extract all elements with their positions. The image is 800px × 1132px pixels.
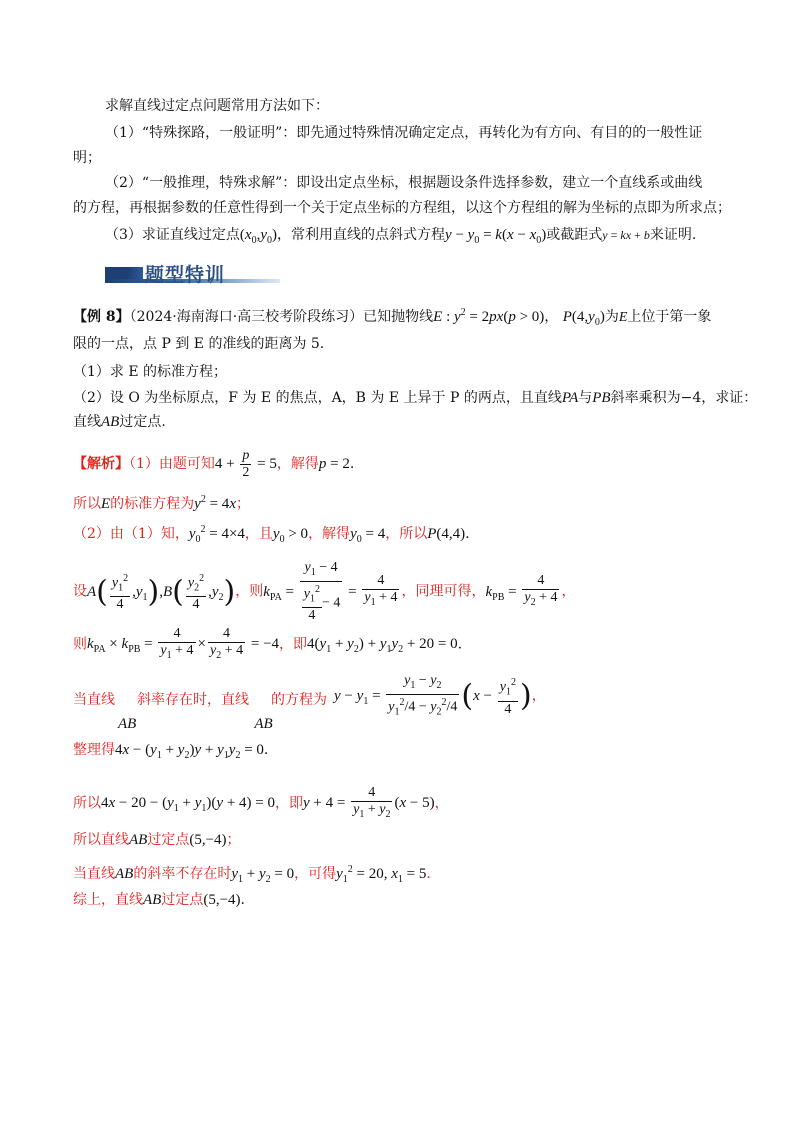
method-1-line-2: 明； (73, 150, 101, 166)
question-2-cont: 直线AB过定点. (73, 414, 166, 430)
banner-title: 题型特训 (145, 264, 226, 286)
line-pa: PA (561, 390, 579, 406)
question-1: （1）求 E 的标准方程； (73, 364, 228, 380)
fixed-point-formula: $(x_0,y_0)$ (239, 227, 278, 246)
solution-2: 所以E的标准方程为$y^2 = 4x$； (73, 494, 250, 512)
solution-7: 整理得$4x - (y_1 + y_2)y + y_1y_2 = 0$. (73, 742, 269, 761)
point-p: $P(4,y_0)$ (562, 309, 605, 328)
question-2: （2）设 O 为坐标原点，F 为 E 的焦点，A，B 为 E 上异于 P 的两点，且直线PA与PB斜率乘积为−4，求证： (73, 390, 758, 406)
solution-label: 【解析】 (73, 455, 129, 472)
methods-intro: 求解直线过定点问题常用方法如下： (105, 98, 329, 114)
intercept-formula: y = kx + b (602, 228, 650, 242)
example-label: 【例 8】 (73, 309, 130, 325)
solution-6-ab-labels: AB AB (118, 716, 273, 732)
method-1-line-1: （1）“特殊探路，一般证明”：即先通过特殊情况确定定点，再转化为有方向、有目的的一般性证 (105, 125, 703, 141)
line-pb: PB (592, 390, 611, 406)
method-3: （3）求证直线过定点$(x_0,y_0)$，常利用直线的点斜式方程$y - y_0 = k(x - x_0)$或截距式y = kx + b来证明. (105, 227, 697, 246)
solution-8: 所以$4x - 20 - (y_1 + y_1)(y + 4) = 0$，即y + 4 = $\frac{4}{y_1 + y_2}$ (x − 5)， (73, 785, 449, 820)
section-banner (105, 262, 280, 286)
solution-6: 当直线 斜率存在时，直线 的方程为 (73, 692, 327, 708)
solution-10: 当直线AB的斜率不存在时$y_1 + y_2 = 0$，可得$y_1^2 = 20$, $x_1 = 5$. (73, 864, 431, 885)
solution-6-equation: $y - y_1$ = $\frac{y_1 - y_2}{y_1^2/4 - y_2^2/4}$ (x − $\frac{y_1^2}{4}$ )， (334, 672, 546, 718)
point-slope-formula: $y - y_0 = k(x - x_0)$ (445, 227, 547, 246)
banner-bar (105, 267, 143, 279)
solution-4: 设A( $\frac{y_1^2}{4}$ $,y_1),B$( $\frac{y_2^2}{4}$ $,y_2$)，则$k_{PA}$ = $y_1 - 4$ $\frac{y_1^2}{4}$ − 4 = $\frac{4}{y_1 + 4}$ ，同理可得，$k_{PB}$ = $\frac{4}{y_2 + 4}$ ， (73, 560, 576, 624)
solution-9: 所以直线AB过定点(5,−4)； (73, 832, 241, 848)
solution-11: 综上，直线AB过定点(5,−4). (73, 892, 245, 908)
solution-5: 则$k_{PA} \times k_{PB}$ = $\frac{4}{y_1 + 4}$ × $\frac{4}{y_2 + 4}$ = −4，即$4(y_1 + y_2) + y_1y_2 + 20 = 0$. (73, 626, 463, 661)
solution-3: （2）由（1）知，$y_0^2 = 4\times 4$，且$y_0 > 0$，解得$y_0 = 4$，所以P(4,4). (73, 524, 470, 545)
example-line-1: 【例 8】（2024·海南海口·高三校考阶段练习）已知抛物线E : $y^2 = 2px(p > 0)$， $P(4,y_0)$为E上位于第一象 (73, 307, 712, 328)
solution-1: 【解析】（1）由题可知4 + $\frac{p}{2}$ = 5，解得p = 2. (73, 448, 355, 480)
example-line-2: 限的一点，点 P 到 E 的准线的距离为 5. (73, 336, 325, 352)
method-2-line-2: 的方程，再根据参数的任意性得到一个关于定点坐标的方程组，以这个方程组的解为坐标的点即为所求点； (73, 200, 731, 216)
method-2-line-1: （2）“一般推理，特殊求解”：即设出定点坐标，根据题设条件选择参数，建立一个直线系或曲线 (105, 175, 703, 191)
parabola-equation: E : $y^2 = 2px(p > 0)$ (433, 307, 545, 325)
